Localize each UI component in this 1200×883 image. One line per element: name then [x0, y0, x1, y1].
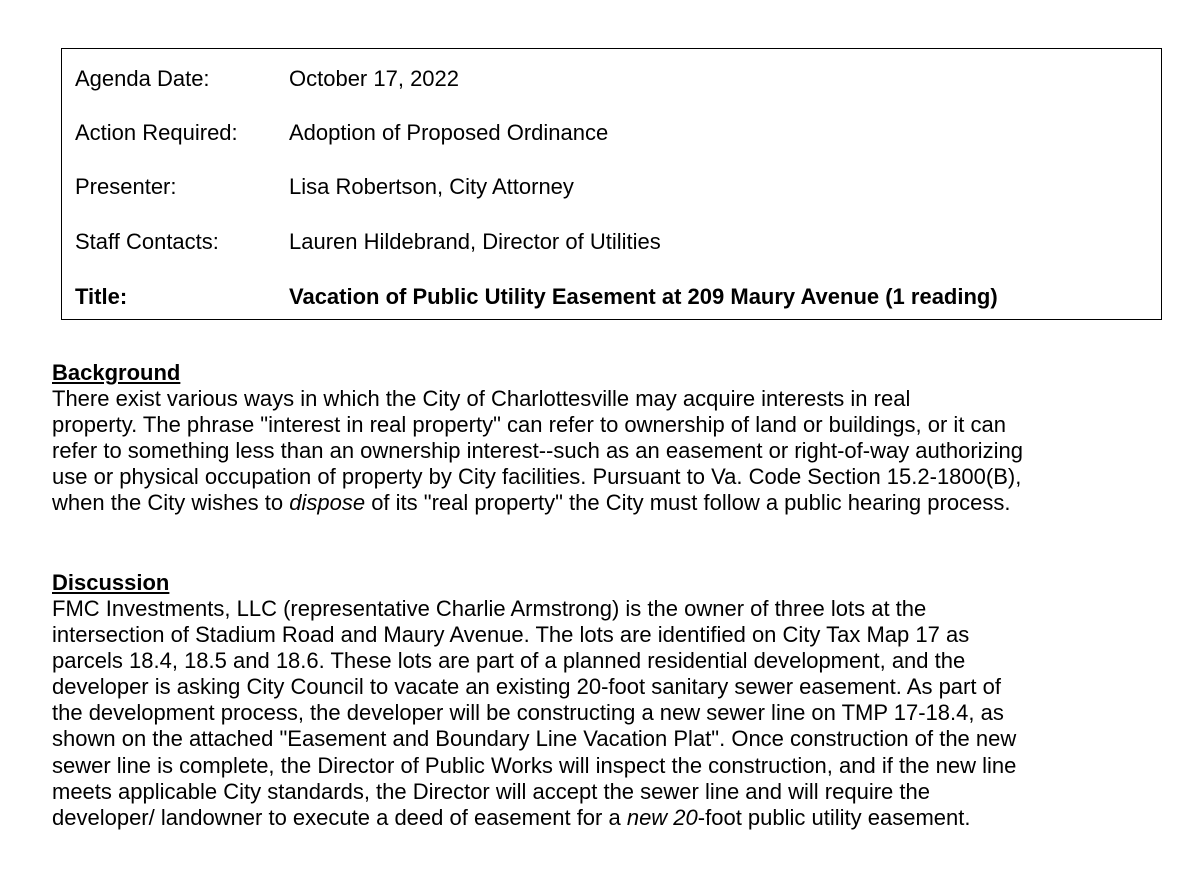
title-label: Title:	[75, 284, 128, 309]
background-section	[52, 359, 1162, 516]
city-seal-logo	[820, 0, 920, 8]
discussion-line: shown on the attached "Easement and Boundary Line Vacation Plat". Once construction of the new	[52, 726, 1017, 752]
emphasis-text: new 20	[626, 804, 698, 830]
presenter-value: Lisa Robertson, City Attorney	[289, 174, 574, 199]
agenda-date-value: October 17, 2022	[289, 66, 460, 91]
background-line: when the City wishes to dispose of its "real property" the City must follow a public hearing process.	[52, 490, 1011, 516]
presenter-row	[75, 172, 1155, 202]
background-line: There exist various ways in which the City of Charlottesville may acquire interests in real	[52, 386, 911, 411]
action-required-label: Action Required:	[75, 120, 238, 145]
discussion-line: sewer line is complete, the Director of Public Works will inspect the construction, and if the new line	[52, 752, 1017, 778]
discussion-line: developer is asking City Council to vacate an existing 20-foot sanitary sewer easement. As part of	[52, 674, 1001, 700]
background-line: use or physical occupation of property by City facilities. Pursuant to Va. Code Section 15.2-1800(B),	[52, 464, 1022, 490]
staff-contacts-value: Lauren Hildebrand, Director of Utilities	[289, 229, 661, 254]
agenda-date-label: Agenda Date:	[75, 66, 210, 91]
discussion-line: FMC Investments, LLC (representative Charlie Armstrong) is the owner of three lots at the	[52, 596, 927, 621]
background-line: refer to something less than an ownership interest--such as an easement or right-of-way authorizing	[52, 438, 1023, 464]
title-row	[75, 282, 1155, 312]
action-required-value: Adoption of Proposed Ordinance	[289, 120, 609, 145]
discussion-heading: Discussion	[52, 570, 170, 595]
agenda-info-table	[61, 48, 1162, 320]
presenter-label: Presenter:	[75, 174, 177, 199]
staff-contacts-label: Staff Contacts:	[75, 229, 219, 254]
discussion-line: parcels 18.4, 18.5 and 18.6. These lots are part of a planned residential development, and the	[52, 648, 966, 674]
discussion-line: developer/ landowner to execute a deed of easement for a new 20-foot public utility easement.	[52, 804, 971, 830]
agenda-date-row	[75, 64, 1155, 94]
background-line: property. The phrase "interest in real property" can refer to ownership of land or buildings, or it can	[52, 412, 1006, 438]
discussion-line: meets applicable City standards, the Director will accept the sewer line and will require the	[52, 778, 930, 804]
discussion-section	[52, 569, 1162, 831]
action-required-row	[75, 118, 1155, 148]
discussion-line: the development process, the developer will be constructing a new sewer line on TMP 17-18.4, as	[52, 700, 1004, 726]
background-heading: Background	[52, 360, 181, 385]
staff-contacts-row	[75, 227, 1155, 257]
title-value: Vacation of Public Utility Easement at 209 Maury Avenue (1 reading)	[289, 284, 998, 309]
emphasis-text: dispose	[289, 490, 366, 516]
discussion-line: intersection of Stadium Road and Maury Avenue. The lots are identified on City Tax Map 17 as	[52, 622, 970, 648]
